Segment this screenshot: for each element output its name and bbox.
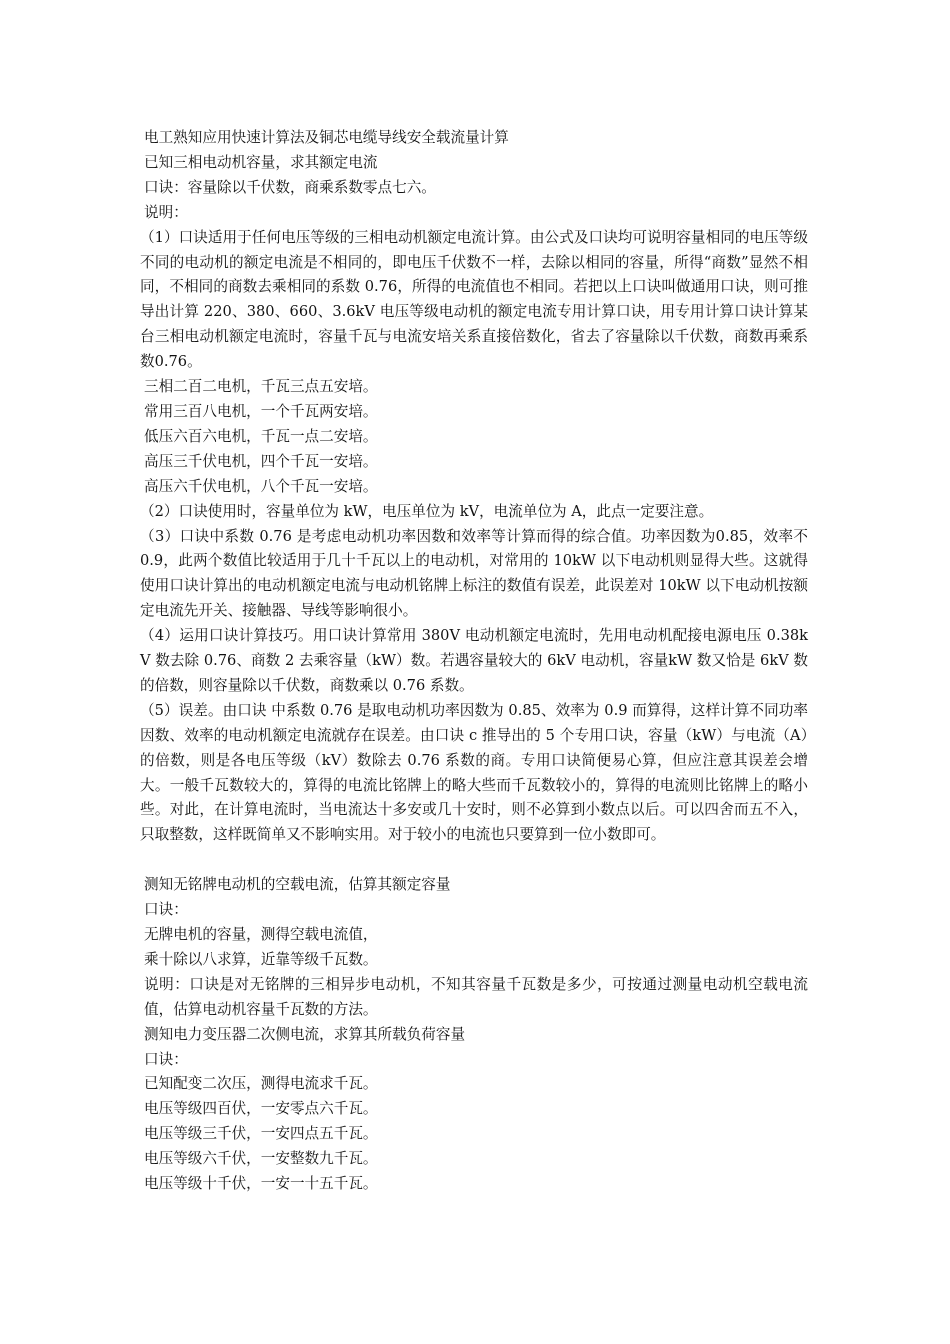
document-title: 电工熟知应用快速计算法及铜芯电缆导线安全载流量计算 bbox=[144, 129, 509, 146]
paragraph-5: （5）误差。由口诀 中系数 0.76 是取电动机功率因数为 0.85、效率为 0.9 而算得，这样计算不同功率因数、效率的电动机额定电流就存在误差。由口诀 c 推导出的 5 个专用口诀，容量（kW）与电流（A）的倍数，则是各电压等级（kV）数除去 0.76 系数的商。专用口诀简便易心算，但应注意其误差会增大。一般千瓦数较大的，算得的电流比铭牌上的略大些而千瓦数较小的，算得的电流则比铭牌上的略小些。对此，在计算电流时，当电流达十多安或几十安时，则不必算到小数点以后。可以四舍而五不入，只取整数，这样既简单又不影响实用。对于较小的电流也只要算到一位小数即可。 bbox=[140, 701, 808, 844]
rhyme-line: 高压三千伏电机，四个千瓦一安培。 bbox=[144, 452, 378, 470]
section-heading-transformer: 测知电力变压器二次侧电流，求算其所载负荷容量 bbox=[144, 1025, 466, 1043]
rhyme-line: 电压等级六千伏，一安整数九千瓦。 bbox=[144, 1150, 378, 1168]
document-page bbox=[140, 126, 808, 1197]
paragraph-1: （1）口诀适用于任何电压等级的三相电动机额定电流计算。由公式及口诀均可说明容量相同的电压等级不同的电动机的额定电流是不相同的，即电压千伏数不一样，去除以相同的容量，所得“商数”显然不相同，不相同的商数去乘相同的系数 0.76，所得的电流值也不相同。若把以上口诀叫做通用口诀，则可推导出计算 220、380、660、3.6kV 电压等级电动机的额定电流专用计算口诀，用专用计算口诀计算某台三相电动机额定电流时，容量千瓦与电流安培关系直接倍数化，省去了容量除以千伏数，商数再乘系数0.76。 bbox=[140, 228, 808, 371]
rhyme-line: 低压六百六电机，千瓦一点二安培。 bbox=[144, 427, 378, 445]
rhyme-line: 三相二百二电机，千瓦三点五安培。 bbox=[144, 378, 378, 396]
paragraph-4: （4）运用口诀计算技巧。用口诀计算常用 380V 电动机额定电流时，先用电动机配接电源电压 0.38kV 数去除 0.76、商数 2 去乘容量（kW）数。若遇容量较大的 6kV 电动机，容量kW 数又恰是 6kV 数的倍数，则容量除以千伏数，商数乘以 0.76 系数。 bbox=[140, 627, 808, 694]
rhyme-line: 高压六千伏电机，八个千瓦一安培。 bbox=[144, 477, 378, 495]
note-label: 说明： bbox=[144, 203, 188, 221]
section-heading-rated-current: 已知三相电动机容量，求其额定电流 bbox=[144, 153, 378, 171]
rhyme-label: 口诀： bbox=[144, 901, 188, 919]
rhyme-line: 已知配变二次压，测得电流求千瓦。 bbox=[144, 1075, 378, 1093]
rhyme-line: 乘十除以八求算，近靠等级千瓦数。 bbox=[144, 950, 378, 968]
formula-rhyme: 口诀：容量除以千伏数，商乘系数零点七六。 bbox=[144, 178, 436, 196]
paragraph-3: （3）口诀中系数 0.76 是考虑电动机功率因数和效率等计算而得的综合值。功率因数为0.85，效率不 0.9，此两个数值比较适用于几十千瓦以上的电动机，对常用的 10kW 以下电动机则显得大些。这就得使用口诀计算出的电动机额定电流与电动机铭牌上标注的数值有误差，此误差对 10kW 以下电动机按额定电流先开关、接触器、导线等影响很小。 bbox=[140, 527, 808, 620]
rhyme-line: 电压等级十千伏，一安一十五千瓦。 bbox=[144, 1175, 378, 1193]
rhyme-line: 常用三百八电机，一个千瓦两安培。 bbox=[144, 402, 378, 420]
rhyme-line: 无牌电机的容量，测得空载电流值， bbox=[144, 925, 378, 943]
section-heading-no-nameplate: 测知无铭牌电动机的空载电流，估算其额定容量 bbox=[144, 876, 451, 894]
paragraph-2: （2）口诀使用时，容量单位为 kW，电压单位为 kV，电流单位为 A，此点一定要注意。 bbox=[140, 502, 714, 520]
note-paragraph: 说明：口诀是对无铭牌的三相异步电动机，不知其容量千瓦数是多少，可按通过测量电动机空载电流值，估算电动机容量千瓦数的方法。 bbox=[144, 975, 808, 1018]
spacer bbox=[144, 848, 808, 873]
rhyme-line: 电压等级四百伏，一安零点六千瓦。 bbox=[144, 1100, 378, 1118]
rhyme-label: 口诀： bbox=[144, 1050, 188, 1068]
rhyme-line: 电压等级三千伏，一安四点五千瓦。 bbox=[144, 1125, 378, 1143]
